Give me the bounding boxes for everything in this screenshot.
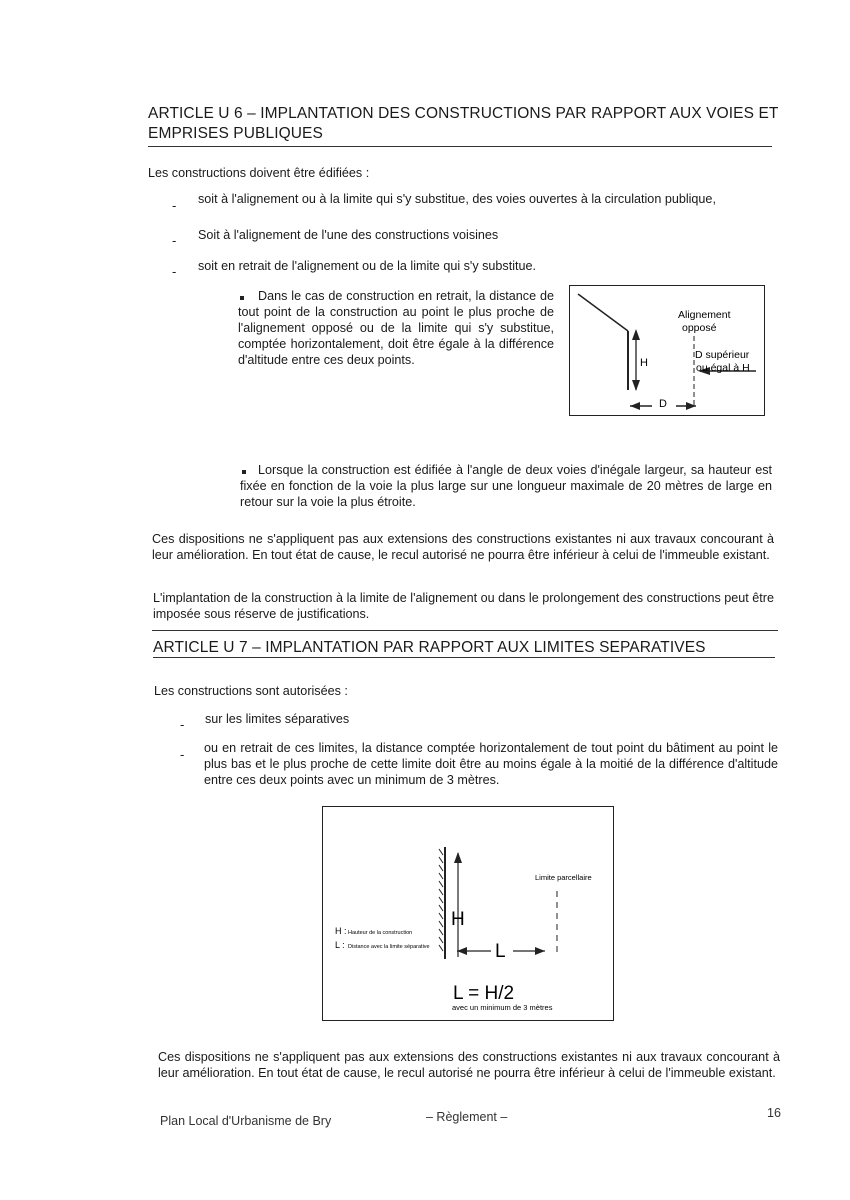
article7-item-2: ou en retrait de ces limites, la distance comptée horizontalement de tout point du bâtiment au point le plus bas et le plus proche de cette limite doit être au moins égale à la moitié de la différence d'altitude entre ces deux points avec un minimum de 3 mètres. xyxy=(204,741,778,787)
wall-hatching xyxy=(439,849,443,951)
bullet-dash: - xyxy=(180,747,185,762)
h-arrow-head-up xyxy=(632,329,640,340)
article7-top-rule xyxy=(152,630,778,631)
article7-item-1: sur les limites séparatives xyxy=(205,712,350,726)
label-d-superieur-2: ou égal à H xyxy=(696,362,750,374)
article6-imposition: L'implantation de la construction à la limite de l'alignement ou dans le prolongement des constructions peut être imposée sous réserve de justifications. xyxy=(153,591,774,621)
angle-note-text: Lorsque la construction est édifiée à l'angle de deux voies d'inégale largeur, sa hauteur est fixée en fonction de la voie la plus large sur une longueur maximale de 20 mètres de large en retour sur la voie la plus étroite. xyxy=(240,463,772,509)
article6-item-3: soit en retrait de l'alignement ou de la limite qui s'y substitue. xyxy=(198,259,537,273)
label-d-superieur-1: D supérieur xyxy=(695,349,750,361)
h-arrow-head-up xyxy=(454,852,462,863)
figure-limite-svg xyxy=(323,807,613,1020)
label-limite-parcellaire: Limite parcellaire xyxy=(535,873,592,882)
label-l: L xyxy=(495,941,506,962)
article6-retrait-note xyxy=(238,288,554,368)
article6-title-line2: EMPRISES PUBLIQUES xyxy=(148,125,323,142)
article7-exception: Ces dispositions ne s'appliquent pas aux extensions des constructions existantes ni aux travaux concourant à leur amélioration. En tout état de cause, le recul autorisé ne pourra être inférieur à celui de l'immeuble existant. xyxy=(158,1050,780,1080)
article6-title-underline xyxy=(148,146,772,147)
d-arrow-left-head xyxy=(630,402,640,410)
figure-limite-diagram xyxy=(322,806,614,1021)
article6-item-1: soit à l'alignement ou à la limite qui s'y substitue, des voies ouvertes à la circulation publique, xyxy=(198,192,716,206)
article7-intro: Les constructions sont autorisées : xyxy=(154,684,348,698)
footer-left: Plan Local d'Urbanisme de Bry xyxy=(160,1114,332,1128)
label-alignement-2: opposé xyxy=(682,322,717,334)
bullet-dash: - xyxy=(172,233,177,248)
h-arrow-head-down xyxy=(632,380,640,391)
formula: L = H/2 xyxy=(453,983,515,1004)
bullet-dash: - xyxy=(172,264,177,279)
article6-exception: Ces dispositions ne s'appliquent pas aux extensions des constructions existantes ni aux travaux concourant à leur amélioration. En tout état de cause, le recul autorisé ne pourra être inférieur à celui de l'immeuble existant. xyxy=(152,532,774,562)
figure-retrait-svg xyxy=(570,286,764,415)
article7-title: ARTICLE U 7 – IMPLANTATION PAR RAPPORT AUX LIMITES SEPARATIVES xyxy=(153,639,706,656)
article6-item-2: Soit à l'alignement de l'une des constructions voisines xyxy=(198,228,499,242)
bullet-dash: - xyxy=(172,198,177,213)
formula-note: avec un minimum de 3 mètres xyxy=(452,1003,553,1012)
article6-title-line1: ARTICLE U 6 – IMPLANTATION DES CONSTRUCTIONS PAR RAPPORT AUX VOIES ET xyxy=(148,105,779,122)
label-h: H xyxy=(640,357,648,369)
article6-intro: Les constructions doivent être édifiées : xyxy=(148,166,370,180)
article6-title xyxy=(148,104,788,144)
footer-page-number: 16 xyxy=(767,1106,781,1120)
retrait-note-text: Dans le cas de construction en retrait, la distance de tout point de la construction au point le plus proche de l'alignement opposé ou de la limite qui s'y substitue, comptée horizontalement, doit être égale à la différence d'altitude entre ces deux points. xyxy=(238,289,554,367)
figure-retrait-diagram xyxy=(569,285,765,416)
legend-l-text: Distance avec la limite séparative xyxy=(348,944,430,950)
l-arrow-right-head xyxy=(535,947,545,955)
legend-h-text: Hauteur de la construction xyxy=(348,930,413,936)
building-slope-line xyxy=(578,294,628,331)
legend-l-key: L : xyxy=(335,940,345,950)
article6-angle-note xyxy=(240,462,772,510)
label-d: D xyxy=(659,398,667,410)
footer-center: – Règlement – xyxy=(426,1110,508,1124)
article7-title-underline xyxy=(153,657,775,658)
label-alignement-1: Alignement xyxy=(678,309,731,321)
bullet-dash: - xyxy=(180,717,185,732)
legend-h-key: H : xyxy=(335,926,347,936)
label-h-big: H xyxy=(451,909,465,930)
